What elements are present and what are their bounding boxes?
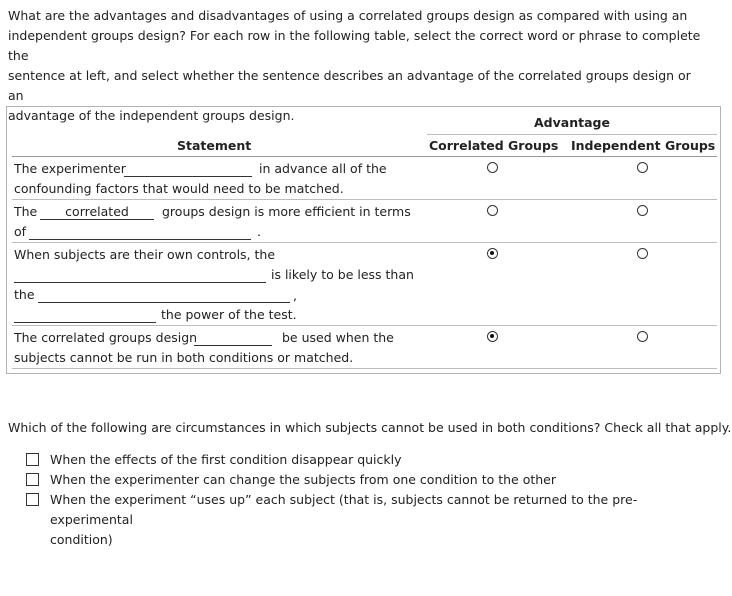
row2-blank2-dropdown[interactable] — [29, 239, 251, 240]
option2-checkbox[interactable] — [26, 473, 39, 486]
row3-blank2-dropdown[interactable] — [38, 302, 290, 303]
header-statement: Statement — [177, 138, 252, 153]
row3-blank-dropdown[interactable] — [14, 282, 266, 283]
intro-line: independent groups design? For each row in the following table, select the correct word or phrase to complete the — [8, 28, 701, 63]
row3-blank3-dropdown[interactable] — [14, 322, 156, 323]
row-divider — [12, 325, 717, 326]
row-text: subjects cannot be run in both conditions or matched. — [14, 350, 354, 365]
row-text: When subjects are their own controls, the — [14, 247, 276, 262]
row-divider — [12, 368, 717, 369]
row1-blank-dropdown[interactable] — [124, 176, 252, 177]
row-text: of — [14, 224, 27, 239]
row-text: The experimenter — [14, 161, 126, 176]
row-text: groups design is more efficient in terms — [162, 204, 411, 219]
row-text: confounding factors that would need to be matched. — [14, 181, 344, 196]
row-divider — [12, 199, 717, 200]
row-text: , — [293, 288, 297, 303]
row-text: . — [257, 224, 261, 239]
row4-independent-radio[interactable] — [637, 331, 648, 342]
row-text: be used when the — [282, 330, 394, 345]
row2-correlated-radio[interactable] — [487, 205, 498, 216]
option3-label-line: condition) — [50, 532, 113, 547]
row3-correlated-radio[interactable] — [487, 248, 498, 259]
row-text: is likely to be less than — [271, 267, 414, 282]
header-divider — [427, 134, 717, 135]
checkbox-question-prompt: Which of the following are circumstances in which subjects cannot be used in both conditions? Check all that apply. — [8, 420, 732, 435]
row-text: the — [14, 287, 35, 302]
option3-label-line: When the experiment “uses up” each subject (that is, subjects cannot be returned to the pre-experimental — [50, 492, 638, 527]
option1-label: When the effects of the first condition disappear quickly — [50, 452, 402, 467]
row3-independent-radio[interactable] — [637, 248, 648, 259]
intro-line: advantage of the independent groups design. — [8, 108, 295, 123]
row-text: in advance all of the — [259, 161, 387, 176]
intro-line: sentence at left, and select whether the sentence describes an advantage of the correlated groups design or an — [8, 68, 691, 103]
row2-blank-value: correlated — [65, 204, 129, 219]
row2-blank-dropdown[interactable] — [40, 219, 154, 220]
row1-independent-radio[interactable] — [637, 162, 648, 173]
option3-label — [50, 490, 700, 550]
option3-checkbox[interactable] — [26, 493, 39, 506]
row-text: the power of the test. — [161, 307, 297, 322]
intro-line: What are the advantages and disadvantages of using a correlated groups design as compared with using an — [8, 8, 688, 23]
option2-label: When the experimenter can change the subjects from one condition to the other — [50, 472, 557, 487]
advantage-table — [6, 106, 721, 374]
row2-independent-radio[interactable] — [637, 205, 648, 216]
row-divider — [12, 242, 717, 243]
row-text: The correlated groups design — [14, 330, 198, 345]
header-bottom-line — [12, 156, 717, 157]
header-independent-groups: Independent Groups — [571, 138, 716, 153]
option1-checkbox[interactable] — [26, 453, 39, 466]
row4-correlated-radio[interactable] — [487, 331, 498, 342]
row4-blank-dropdown[interactable] — [194, 345, 272, 346]
row1-correlated-radio[interactable] — [487, 162, 498, 173]
header-advantage: Advantage — [534, 115, 610, 130]
row-text: The — [14, 204, 38, 219]
header-correlated-groups: Correlated Groups — [429, 138, 559, 153]
